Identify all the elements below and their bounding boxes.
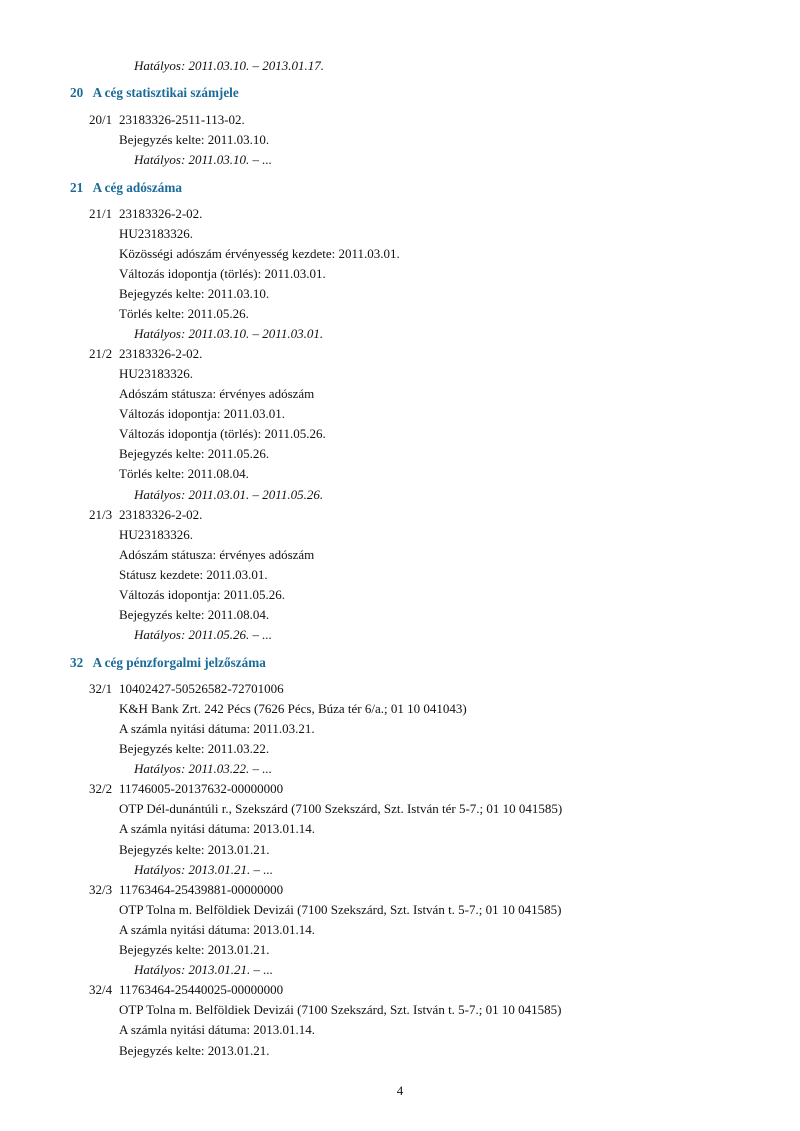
entry-value: 11746005-20137632-00000000 (119, 781, 284, 796)
entry-detail: Bejegyzés kelte: 2013.01.21. (119, 1043, 270, 1058)
entry-detail: Bejegyzés kelte: 2011.03.10. (119, 132, 270, 147)
entry-value: 23183326-2-02. (119, 507, 203, 522)
entry-value: 11763464-25440025-00000000 (119, 982, 284, 997)
section-title: A cég statisztikai számjele (92, 85, 239, 100)
entry-detail: A számla nyitási dátuma: 2013.01.14. (119, 1022, 316, 1037)
effective-date: Hatályos: 2011.03.10. – ... (134, 152, 273, 167)
entry-value: 23183326-2-02. (119, 206, 203, 221)
entry-id: 21/2 (89, 346, 113, 361)
entry-detail: A számla nyitási dátuma: 2013.01.14. (119, 922, 316, 937)
entry-detail: A számla nyitási dátuma: 2013.01.14. (119, 821, 316, 836)
section-heading-20 (70, 85, 239, 101)
entry-value: 10402427-50526582-72701006 (119, 681, 284, 696)
entry-detail: Változás idopontja: 2011.05.26. (119, 587, 285, 602)
effective-date: Hatályos: 2013.01.21. – ... (134, 862, 274, 877)
entry-detail: Bejegyzés kelte: 2011.08.04. (119, 607, 270, 622)
section-heading-32 (70, 655, 266, 671)
effective-date: Hatályos: 2011.03.10. – 2013.01.17. (134, 58, 325, 73)
entry-detail: Törlés kelte: 2011.05.26. (119, 306, 249, 321)
entry-detail: OTP Tolna m. Belföldiek Devizái (7100 Szekszárd, Szt. István t. 5-7.; 01 10 041585) (119, 1002, 562, 1017)
entry-value: 23183326-2511-113-02. (119, 112, 245, 127)
entry-id: 32/4 (89, 982, 113, 997)
section-title: A cég pénzforgalmi jelzőszáma (92, 655, 266, 670)
effective-date: Hatályos: 2011.03.01. – 2011.05.26. (134, 487, 324, 502)
entry-id: 32/1 (89, 681, 113, 696)
entry-detail: HU23183326. (119, 366, 194, 381)
entry-detail: OTP Tolna m. Belföldiek Devizái (7100 Szekszárd, Szt. István t. 5-7.; 01 10 041585) (119, 902, 562, 917)
entry-detail: Változás idopontja: 2011.03.01. (119, 406, 285, 421)
entry-detail: Változás idopontja (törlés): 2011.05.26. (119, 426, 326, 441)
entry-detail: Bejegyzés kelte: 2011.05.26. (119, 446, 270, 461)
entry-detail: Bejegyzés kelte: 2011.03.10. (119, 286, 270, 301)
effective-date: Hatályos: 2011.05.26. – ... (134, 627, 273, 642)
entry-detail: Adószám státusza: érvényes adószám (119, 547, 315, 562)
entry-detail: HU23183326. (119, 226, 194, 241)
entry-detail: Bejegyzés kelte: 2013.01.21. (119, 842, 270, 857)
entry-detail: K&H Bank Zrt. 242 Pécs (7626 Pécs, Búza tér 6/a.; 01 10 041043) (119, 701, 467, 716)
entry-id: 21/3 (89, 507, 113, 522)
entry-value: 11763464-25439881-00000000 (119, 882, 284, 897)
entry-detail: OTP Dél-dunántúli r., Szekszárd (7100 Szekszárd, Szt. István tér 5-7.; 01 10 041585) (119, 801, 563, 816)
entry-detail: Közösségi adószám érvényesség kezdete: 2011.03.01. (119, 246, 400, 261)
section-title: A cég adószáma (92, 180, 182, 195)
entry-id: 21/1 (89, 206, 113, 221)
section-number: 32 (70, 655, 84, 670)
entry-detail: Adószám státusza: érvényes adószám (119, 386, 315, 401)
section-number: 20 (70, 85, 84, 100)
section-number: 21 (70, 180, 84, 195)
entry-detail: Bejegyzés kelte: 2013.01.21. (119, 942, 270, 957)
entry-detail: Státusz kezdete: 2011.03.01. (119, 567, 268, 582)
entry-detail: Változás idopontja (törlés): 2011.03.01. (119, 266, 326, 281)
entry-id: 32/3 (89, 882, 113, 897)
entry-detail: HU23183326. (119, 527, 194, 542)
effective-date: Hatályos: 2011.03.10. – 2011.03.01. (134, 326, 324, 341)
entry-detail: Törlés kelte: 2011.08.04. (119, 466, 249, 481)
entry-detail: A számla nyitási dátuma: 2011.03.21. (119, 721, 315, 736)
entry-id: 20/1 (89, 112, 113, 127)
entry-detail: Bejegyzés kelte: 2011.03.22. (119, 741, 270, 756)
page-number: 4 (396, 1083, 404, 1098)
section-heading-21 (70, 180, 182, 196)
entry-value: 23183326-2-02. (119, 346, 203, 361)
effective-date: Hatályos: 2013.01.21. – ... (134, 962, 274, 977)
effective-date: Hatályos: 2011.03.22. – ... (134, 761, 273, 776)
entry-id: 32/2 (89, 781, 113, 796)
